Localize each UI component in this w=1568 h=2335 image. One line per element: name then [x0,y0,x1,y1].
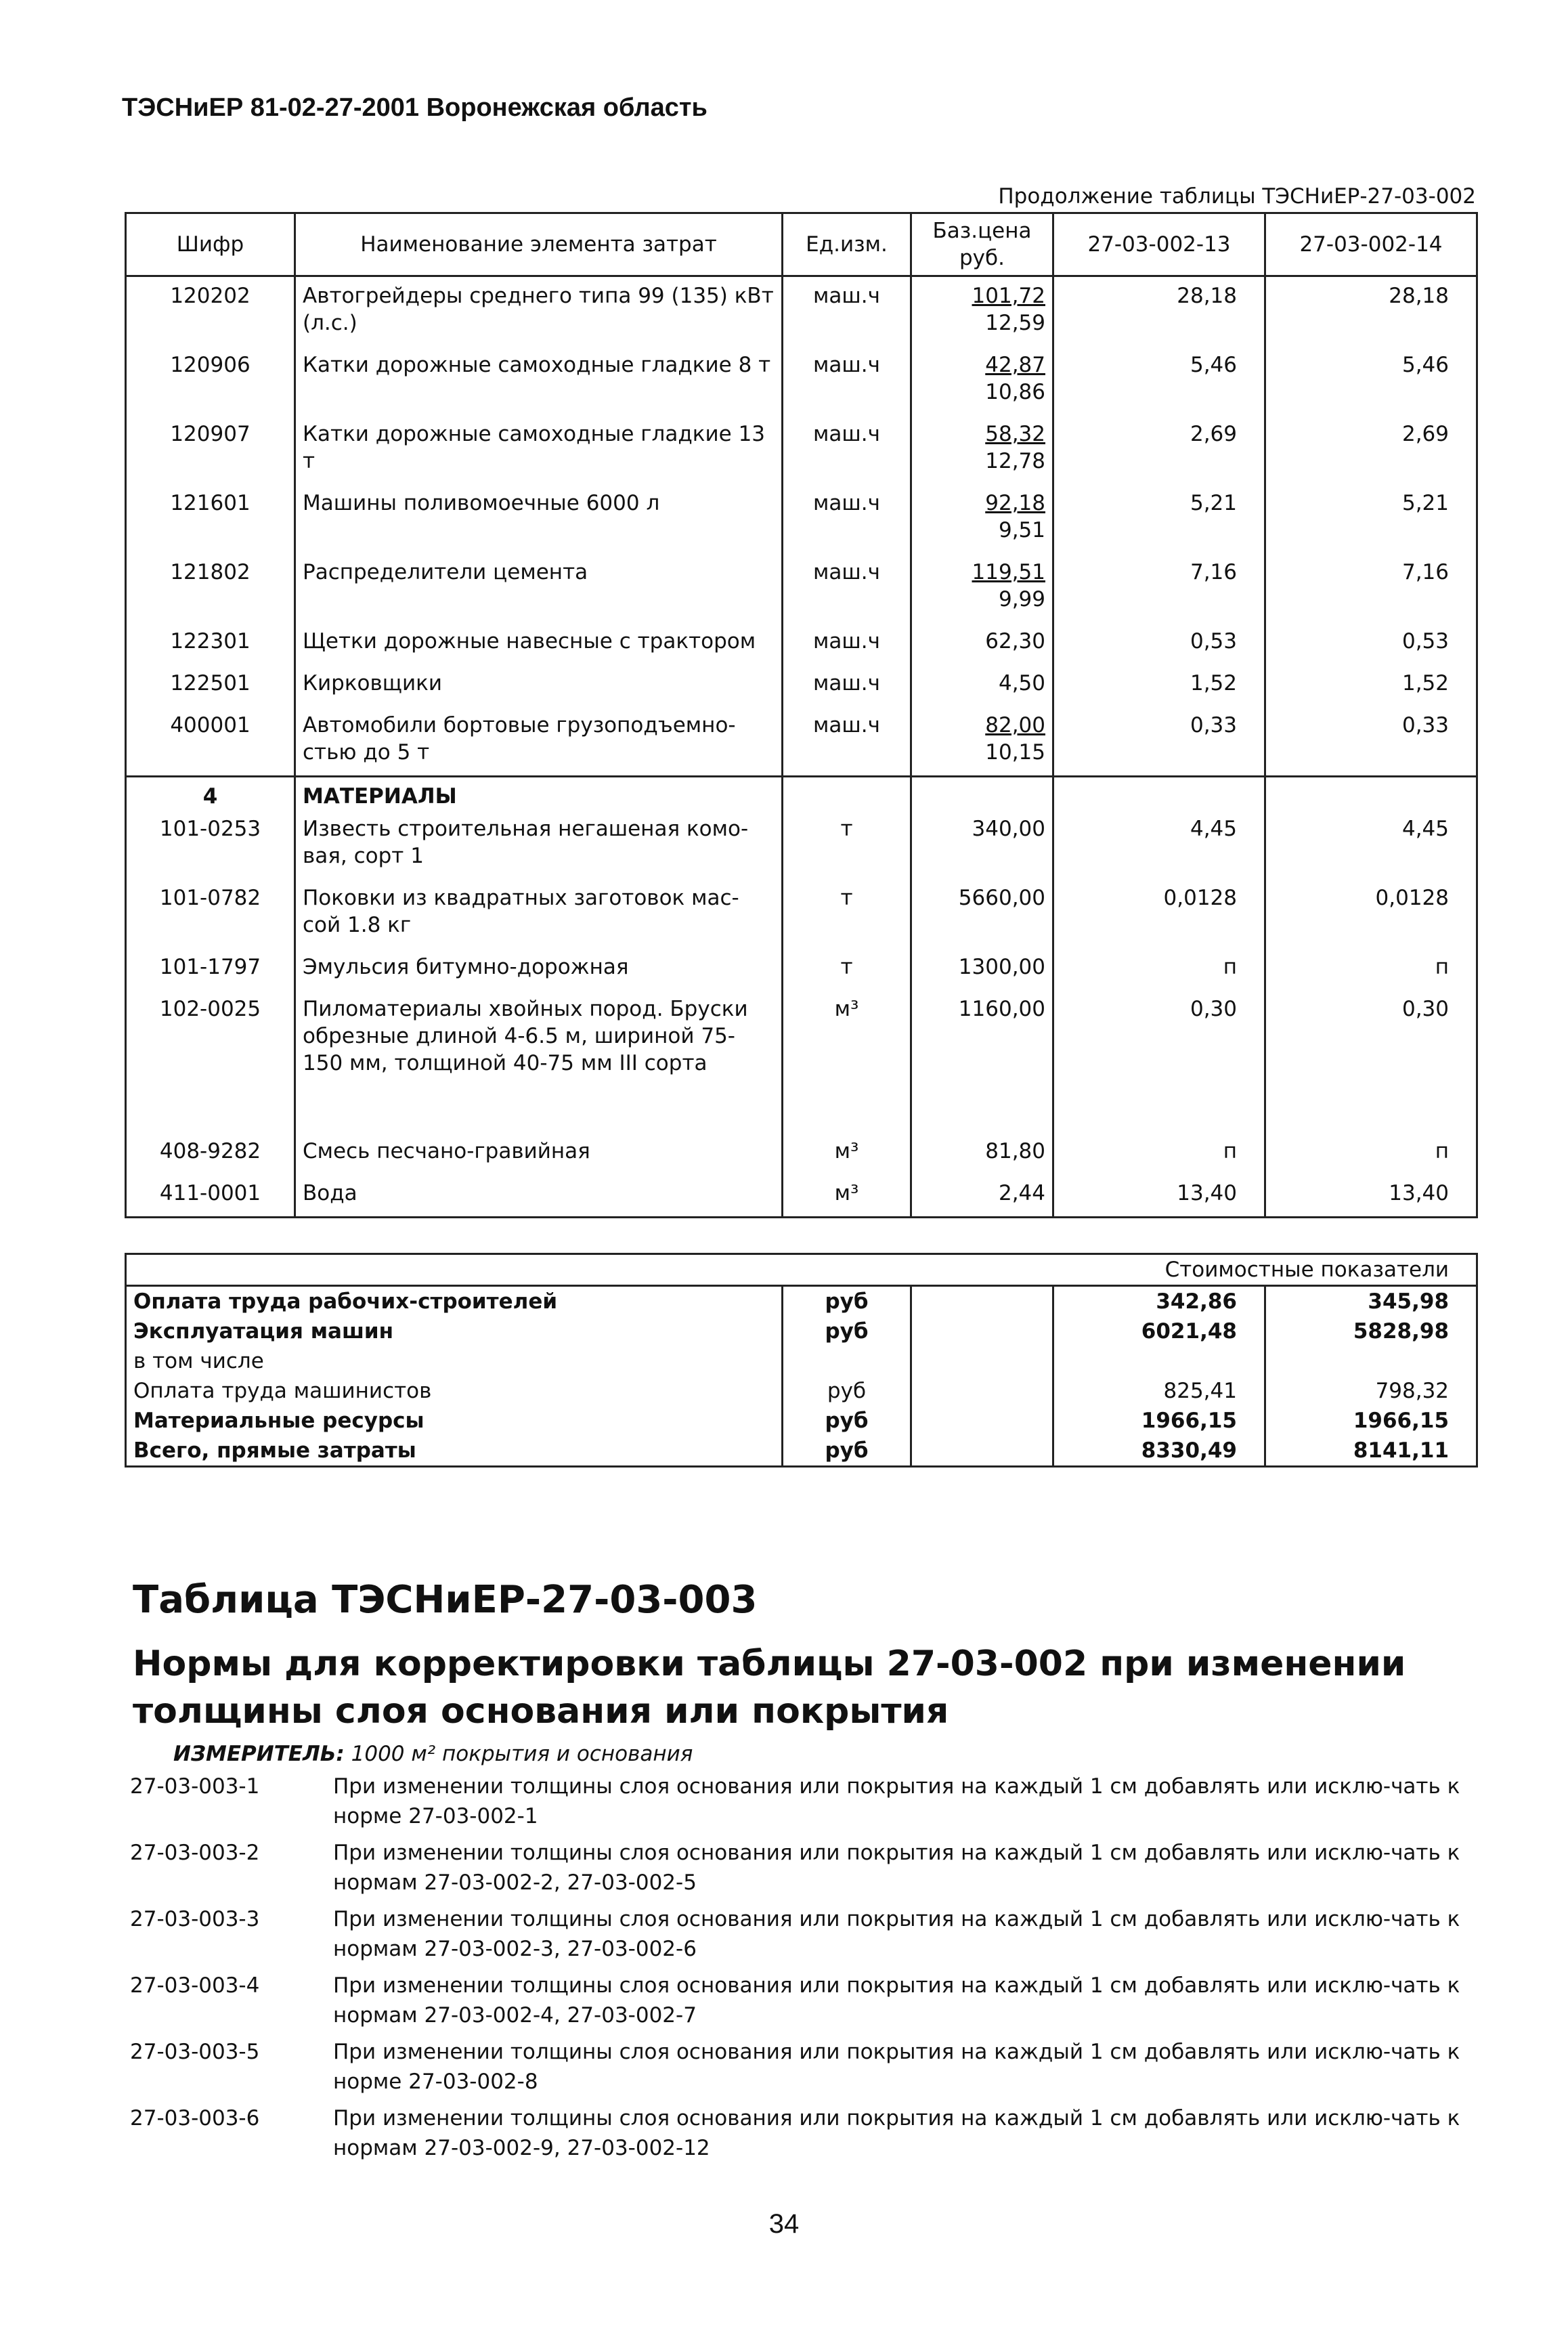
cell-norm-14: 0,53 [1265,622,1477,664]
cell-code: 120907 [126,415,295,484]
norm-text: При изменении толщины слоя основания или покрытия на каждый 1 см добавлять или исклю-чать к норме 27-03-002-8 [333,2040,1460,2094]
norm-item [130,2037,1484,2097]
cell-price [911,415,1053,484]
summary-norm-14: 5828,98 [1265,1316,1477,1346]
cell-norm-14: 28,18 [1265,276,1477,347]
table-row [126,990,1477,1086]
cell-code: 101-0253 [126,810,295,879]
cell-name: Щетки дорожные навесные с трактором [295,622,783,664]
summary-label: Оплата труда машинистов [126,1376,783,1406]
cell-price [911,276,1053,347]
cell-price [911,706,1053,777]
cell-code: 101-0782 [126,879,295,948]
summary-label: Эксплуатация машин [126,1316,783,1346]
cell-norm-14: 0,33 [1265,706,1477,777]
norm-item [130,1772,1484,1831]
cell-price: 340,00 [911,810,1053,879]
norm-code: 27-03-003-2 [130,1841,260,1865]
cell-code: 102-0025 [126,990,295,1086]
col-header-code: Шифр [126,213,295,276]
summary-norm-13: 8330,49 [1053,1436,1265,1467]
cell-norm-13: 0,0128 [1053,879,1265,948]
table-row [126,810,1477,879]
cell-norm-13: 1,52 [1053,664,1265,706]
cell-price [911,664,1053,706]
materials-section-row [126,777,1477,811]
norm-code: 27-03-003-5 [130,2040,260,2064]
driver-wage-value: 10,86 [985,380,1045,404]
norm-text: При изменении толщины слоя основания или покрытия на каждый 1 см добавлять или исклю-чать к нормам 27-03-002-3, 27-03-002-6 [333,1907,1460,1961]
summary-label: в том числе [126,1346,783,1376]
driver-wage-value: 12,59 [985,311,1045,335]
table-row [126,415,1477,484]
cell-name: Автомобили бортовые грузоподъемно-стью до 5 т [295,706,783,777]
cell-unit: маш.ч [783,622,911,664]
norm-text: При изменении толщины слоя основания или покрытия на каждый 1 см добавлять или исклю-чать к нормам 27-03-002-9, 27-03-002-12 [333,2106,1460,2160]
driver-wage-value: 9,51 [998,518,1045,542]
cell-norm-13: 4,45 [1053,810,1265,879]
materials-rows [126,810,1477,1218]
cell-code: 121601 [126,484,295,553]
cell-norm-13: 5,46 [1053,346,1265,415]
resources-table [125,212,1478,1218]
summary-unit [783,1346,911,1376]
cell-unit: маш.ч [783,415,911,484]
cell-price: 1300,00 [911,948,1053,990]
cell-norm-14: 0,0128 [1265,879,1477,948]
price-value: 82,00 [985,713,1045,737]
col-header-norm-14: 27-03-002-14 [1265,213,1477,276]
cell-price: 5660,00 [911,879,1053,948]
norms-list [130,1772,1484,2170]
cell-unit: маш.ч [783,553,911,622]
summary-row [126,1406,1477,1436]
cell-unit: т [783,879,911,948]
norm-text: При изменении толщины слоя основания или покрытия на каждый 1 см добавлять или исклю-чать к нормам 27-03-002-2, 27-03-002-5 [333,1841,1460,1895]
cell-unit: маш.ч [783,276,911,347]
cell-code: 120906 [126,346,295,415]
driver-wage-value: 12,78 [985,449,1045,473]
cell-norm-13: п [1053,1086,1265,1174]
cell-price [911,622,1053,664]
cell-code: 121802 [126,553,295,622]
cell-name: Эмульсия битумно-дорожная [295,948,783,990]
cell-unit: маш.ч [783,706,911,777]
cell-name: Автогрейдеры среднего типа 99 (135) кВт (л.с.) [295,276,783,347]
summary-blank [911,1376,1053,1406]
summary-blank [911,1316,1053,1346]
table-row [126,1174,1477,1218]
summary-row [126,1436,1477,1467]
price-value: 62,30 [985,629,1045,654]
cell-price: 2,44 [911,1174,1053,1218]
summary-norm-13: 6021,48 [1053,1316,1265,1346]
summary-unit: руб [783,1316,911,1346]
norm-text: При изменении толщины слоя основания или покрытия на каждый 1 см добавлять или исклю-чать к нормам 27-03-002-4, 27-03-002-7 [333,1973,1460,2028]
cell-norm-14: 5,46 [1265,346,1477,415]
norm-code: 27-03-003-6 [130,2106,260,2130]
summary-row [126,1376,1477,1406]
summary-caption: Стоимостные показатели [126,1254,1477,1286]
cell-norm-13: 28,18 [1053,276,1265,347]
continuation-caption: Продолжение таблицы ТЭСНиЕР-27-03-002 [998,184,1476,209]
price-value: 119,51 [972,560,1045,584]
summary-caption-row [126,1254,1477,1286]
price-value: 58,32 [985,422,1045,446]
cell-name: Смесь песчано-гравийная [295,1086,783,1174]
norm-item [130,2103,1484,2163]
cell-code: 408-9282 [126,1086,295,1174]
summary-blank [911,1346,1053,1376]
summary-norm-14: 798,32 [1265,1376,1477,1406]
cell-norm-13: 2,69 [1053,415,1265,484]
summary-unit: руб [783,1436,911,1467]
machines-section [126,276,1477,777]
cell-norm-14: 0,30 [1265,990,1477,1086]
cell-unit: м³ [783,990,911,1086]
document-header: ТЭСНиЕР 81-02-27-2001 Воронежская область [122,93,707,122]
norm-item [130,1904,1484,1964]
norm-code: 27-03-003-4 [130,1973,260,1998]
cell-price [911,346,1053,415]
norm-item [130,1971,1484,2030]
cell-code: 120202 [126,276,295,347]
cell-norm-14: 7,16 [1265,553,1477,622]
price-value: 92,18 [985,491,1045,515]
summary-unit: руб [783,1376,911,1406]
cell-norm-13: 0,53 [1053,622,1265,664]
summary-row [126,1316,1477,1346]
cell-unit: маш.ч [783,346,911,415]
summary-blank [911,1436,1053,1467]
summary-unit: руб [783,1406,911,1436]
measurement-value: 1000 м² покрытия и основания [351,1742,693,1766]
cell-name: Поковки из квадратных заготовок мас-сой 1.8 кг [295,879,783,948]
cell-norm-14: 4,45 [1265,810,1477,879]
col-header-price: Баз.цена руб. [911,213,1053,276]
summary-norm-13: 825,41 [1053,1376,1265,1406]
summary-norm-14 [1265,1346,1477,1376]
cost-summary-table [125,1253,1478,1468]
cell-price [911,553,1053,622]
summary-blank [911,1406,1053,1436]
cell-name: Распределители цемента [295,553,783,622]
table-row [126,879,1477,948]
norm-code: 27-03-003-1 [130,1774,260,1799]
table-row [126,276,1477,347]
summary-norm-13: 342,86 [1053,1286,1265,1317]
summary-norm-13 [1053,1346,1265,1376]
summary-label: Всего, прямые затраты [126,1436,783,1467]
table-row [126,346,1477,415]
cell-name: Вода [295,1174,783,1218]
cell-code: 400001 [126,706,295,777]
summary-row [126,1286,1477,1317]
measurement-label: ИЗМЕРИТЕЛЬ: [173,1742,345,1766]
price-value: 4,50 [998,671,1045,695]
measurement-unit [173,1742,693,1766]
price-value: 101,72 [972,284,1045,308]
cell-price [911,484,1053,553]
cell-unit: т [783,948,911,990]
cell-norm-13: 13,40 [1053,1174,1265,1218]
table-row [126,484,1477,553]
summary-norm-14: 8141,11 [1265,1436,1477,1467]
summary-norm-14: 345,98 [1265,1286,1477,1317]
summary-norm-14: 1966,15 [1265,1406,1477,1436]
summary-unit: руб [783,1286,911,1317]
col-header-unit: Ед.изм. [783,213,911,276]
driver-wage-value: 10,15 [985,740,1045,765]
summary-blank [911,1286,1053,1317]
cell-norm-13: 0,30 [1053,990,1265,1086]
table-row [126,1086,1477,1174]
cell-unit: т [783,810,911,879]
summary-label: Материальные ресурсы [126,1406,783,1436]
table-row [126,622,1477,664]
table-header-row [126,213,1477,276]
table-row [126,553,1477,622]
cell-code: 101-1797 [126,948,295,990]
cell-unit: маш.ч [783,664,911,706]
section-title: МАТЕРИАЛЫ [295,777,783,811]
cell-price: 81,80 [911,1086,1053,1174]
cell-code: 122501 [126,664,295,706]
cell-norm-14: 1,52 [1265,664,1477,706]
cell-unit: м³ [783,1086,911,1174]
norm-code: 27-03-003-3 [130,1907,260,1931]
cell-name: Пиломатериалы хвойных пород. Бруски обрезные длиной 4-6.5 м, шириной 75-150 мм, толщиной 40-75 мм III сорта [295,990,783,1086]
col-header-name: Наименование элемента затрат [295,213,783,276]
cell-norm-13: 5,21 [1053,484,1265,553]
cell-norm-14: 5,21 [1265,484,1477,553]
section-number: 4 [126,777,295,811]
summary-norm-13: 1966,15 [1053,1406,1265,1436]
norm-item [130,1838,1484,1898]
summary-label: Оплата труда рабочих-строителей [126,1286,783,1317]
table-row [126,948,1477,990]
cell-norm-14: п [1265,948,1477,990]
driver-wage-value: 9,99 [998,587,1045,612]
cell-unit: маш.ч [783,484,911,553]
cell-norm-14: 13,40 [1265,1174,1477,1218]
cell-code: 411-0001 [126,1174,295,1218]
cell-norm-13: п [1053,948,1265,990]
cell-norm-14: п [1265,1086,1477,1174]
cell-name: Машины поливомоечные 6000 л [295,484,783,553]
cell-norm-13: 7,16 [1053,553,1265,622]
summary-row [126,1346,1477,1376]
cell-unit: м³ [783,1174,911,1218]
price-value: 42,87 [985,353,1045,377]
cell-name: Катки дорожные самоходные гладкие 8 т [295,346,783,415]
cell-name: Катки дорожные самоходные гладкие 13 т [295,415,783,484]
table-row [126,706,1477,777]
norm-text: При изменении толщины слоя основания или покрытия на каждый 1 см добавлять или исклю-чать к норме 27-03-002-1 [333,1774,1460,1828]
col-header-norm-13: 27-03-002-13 [1053,213,1265,276]
cell-norm-14: 2,69 [1265,415,1477,484]
cell-name: Известь строительная негашеная комо-вая, сорт 1 [295,810,783,879]
table-subtitle: Нормы для корректировки таблицы 27-03-002 при изменении толщины слоя основания или покрытия [133,1644,1406,1732]
table-row [126,664,1477,706]
cell-name: Кирковщики [295,664,783,706]
cell-code: 122301 [126,622,295,664]
materials-section [126,777,1477,811]
cell-norm-13: 0,33 [1053,706,1265,777]
page-number: 34 [768,2209,800,2239]
table-title: Таблица ТЭСНиЕР-27-03-003 [133,1578,758,1622]
cell-price: 1160,00 [911,990,1053,1086]
